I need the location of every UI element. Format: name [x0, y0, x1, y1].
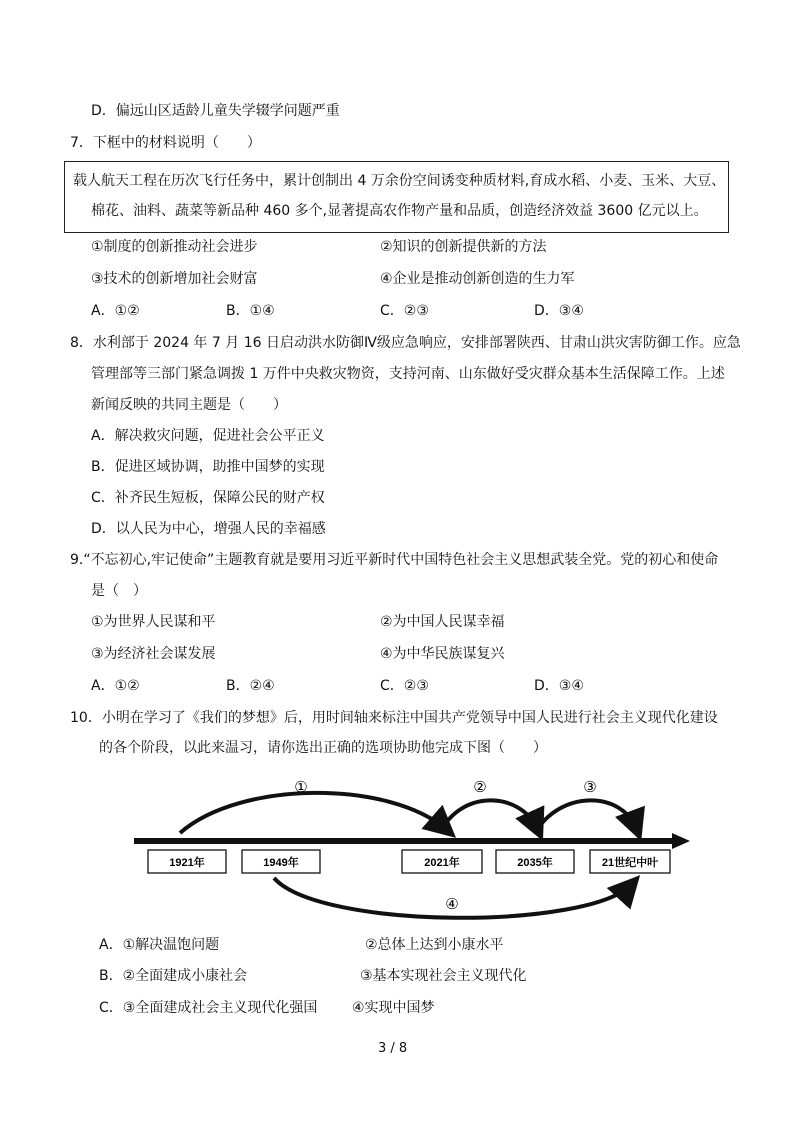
arc-2-2021-to-2035	[440, 800, 538, 833]
year-1921: 1921年	[169, 857, 205, 869]
year-2021: 2021年	[424, 857, 460, 869]
q8-option-b: B．促进区域协调，助推中国梦的实现	[91, 459, 325, 475]
q7-option-a: A．①②	[91, 303, 140, 319]
page-number: 3 / 8	[378, 1041, 408, 1056]
q9-item-4: ④为中华民族谋复兴	[380, 646, 505, 662]
q10-option-a-1: A．①解决温饱问题	[99, 937, 220, 953]
q9-option-b: B．②④	[226, 678, 275, 694]
q7-material-line-1: 载人航天工程在历次飞行任务中，累计创制出 4 万余份空间诱变种质材料,育成水稻、小麦、玉米、大豆、	[73, 173, 726, 189]
q7-option-c: C．②③	[380, 303, 429, 319]
q10-option-b-2: ③基本实现社会主义现代化	[360, 968, 527, 984]
q10-option-a-2: ②总体上达到小康水平	[365, 937, 504, 953]
q7-option-b: B．①④	[226, 303, 275, 319]
q9-option-d: D．③④	[534, 678, 584, 694]
q6-option-d: D．偏远山区适龄儿童失学辍学问题严重	[91, 103, 340, 119]
q10-option-b-1: B．②全面建成小康社会	[99, 968, 248, 984]
timeline-axis-arrowhead	[672, 833, 690, 849]
q10-option-c-1: C．③全面建成社会主义现代化强国	[99, 1000, 318, 1016]
q8-option-c: C．补齐民生短板，保障公民的财产权	[91, 490, 325, 506]
q7-option-d: D．③④	[534, 303, 584, 319]
marker-1: ①	[294, 778, 308, 796]
q7-material-line-2: 棉花、油料、蔬菜等新品种 460 多个,显著提高农作物产量和品质，创造经济效益 3600 亿元以上。	[91, 203, 708, 219]
arc-1-1921-to-2021	[180, 793, 447, 833]
marker-2: ②	[473, 778, 487, 796]
q10-option-c-2: ④实现中国梦	[352, 1000, 435, 1016]
year-1949: 1949年	[263, 857, 299, 869]
q9-option-c: C．②③	[380, 678, 429, 694]
q9-item-1: ①为世界人民谋和平	[91, 614, 216, 630]
q9-stem-line-1: 9.“不忘初心,牢记使命”主题教育就是要用习近平新时代中国特色社会主义思想武装全党。党的初心和使命	[70, 552, 719, 568]
q9-option-a: A．①②	[91, 678, 140, 694]
q9-stem-line-2: 是（ ）	[91, 583, 147, 599]
q7-stem: 7．下框中的材料说明（ ）	[70, 135, 261, 151]
q9-item-2: ②为中国人民谋幸福	[380, 614, 505, 630]
q8-option-a: A．解决救灾问题，促进社会公平正义	[91, 428, 325, 444]
marker-4: ④	[445, 895, 459, 913]
q7-item-3: ③技术的创新增加社会财富	[91, 271, 258, 287]
q8-stem-line-2: 管理部等三部门紧急调拨 1 万件中央救灾物资，支持河南、山东做好受灾群众基本生活保障工作。上述	[91, 366, 725, 382]
arc-3-2035-to-midcentury	[535, 800, 637, 833]
q8-stem-line-1: 8．水利部于 2024 年 7 月 16 日启动洪水防御Ⅳ级应急响应，安排部署陕西、甘肃山洪灾害防御工作。应急	[70, 335, 741, 351]
q7-item-2: ②知识的创新提供新的方法	[380, 239, 547, 255]
marker-3: ③	[583, 778, 597, 796]
q7-item-1: ①制度的创新推动社会进步	[91, 239, 258, 255]
q8-option-d: D．以人民为中心，增强人民的幸福感	[91, 521, 326, 537]
q10-stem-line-2: 的各个阶段，以此来温习，请你选出正确的选项协助他完成下图（ ）	[99, 740, 547, 756]
year-2035: 2035年	[517, 857, 553, 869]
q10-stem-line-1: 10．小明在学习了《我们的梦想》后，用时间轴来标注中国共产党领导中国人民进行社会主义现代化建设	[70, 710, 718, 726]
q7-item-4: ④企业是推动创新创造的生力军	[380, 271, 575, 287]
year-mid-century: 21世纪中叶	[601, 857, 659, 869]
q9-item-3: ③为经济社会谋发展	[91, 646, 216, 662]
q8-stem-line-3: 新闻反映的共同主题是（ ）	[91, 397, 287, 413]
